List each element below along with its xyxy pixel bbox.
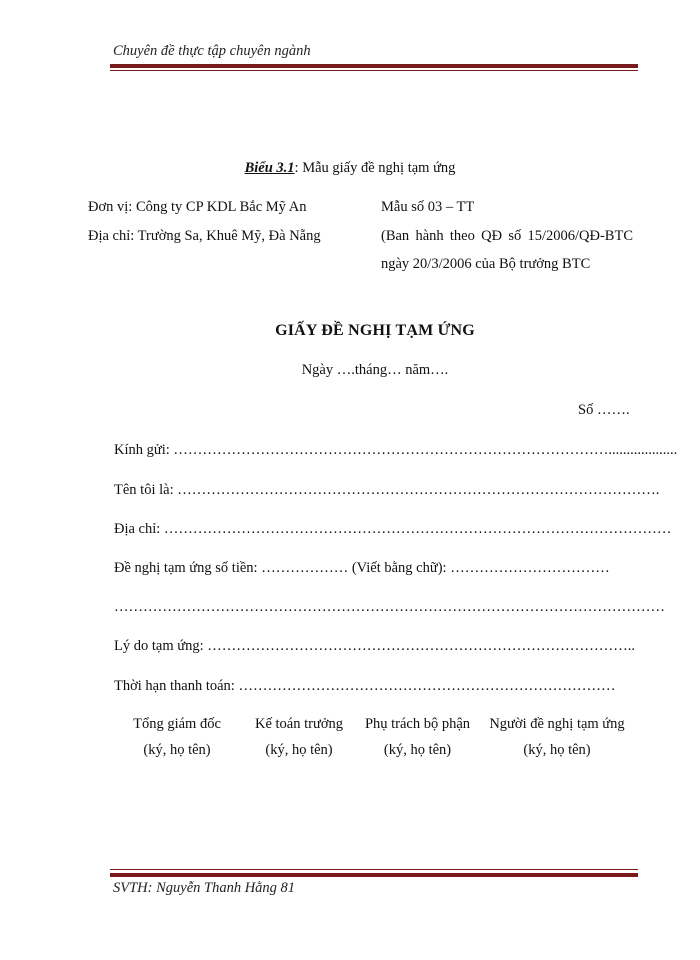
signature-role: Phụ trách bộ phận	[364, 716, 471, 732]
form-issued-line1: (Ban hành theo QĐ số 15/2006/QĐ-BTC	[381, 228, 633, 244]
signature-note: (ký, họ tên)	[383, 742, 452, 758]
signature-note: (ký, họ tên)	[265, 742, 333, 758]
footer-rule-thick	[110, 873, 638, 877]
figure-caption	[0, 160, 700, 177]
caption-label: Biểu 3.1	[244, 160, 295, 176]
document-title: GIẤY ĐỀ NGHỊ TẠM ỨNG	[275, 322, 475, 339]
signature-role: Người đề nghị tạm ứng	[489, 716, 625, 732]
signature-block-director	[118, 716, 236, 759]
field-de-nghi: Đề nghị tạm ứng số tiền: ……………… (Viết bằng chữ): ……………………………	[114, 560, 610, 576]
header-rule-thick	[110, 64, 638, 68]
footer-rule-thin	[110, 869, 638, 870]
field-dia-chi: Địa chỉ: ……………………………………………………………………………………………	[114, 521, 672, 537]
unit-name: Đơn vị: Công ty CP KDL Bắc Mỹ An	[88, 199, 307, 215]
document-date: Ngày ….tháng… năm….	[301, 362, 449, 378]
signature-block-chief-accountant	[243, 716, 355, 759]
signature-note: (ký, họ tên)	[143, 742, 211, 758]
header-rule-thin	[110, 70, 638, 71]
signature-block-department-head	[360, 716, 475, 759]
field-ten-toi-la: Tên tôi là: ……………………………………………………………………………………….	[114, 482, 660, 498]
field-ly-do: Lý do tạm ứng: ……………………………………………………………………………..	[114, 638, 635, 654]
caption-separator: :	[294, 160, 303, 176]
running-header: Chuyên đề thực tập chuyên ngành	[113, 43, 311, 59]
form-code: Mẫu số 03 – TT	[381, 199, 475, 215]
field-de-nghi-continued: ……………………………………………………………………………………………………	[114, 599, 665, 615]
form-issued-line2: ngày 20/3/2006 của Bộ trưởng BTC	[381, 256, 591, 272]
signature-note: (ký, họ tên)	[523, 742, 591, 758]
unit-address: Địa chỉ: Trường Sa, Khuê Mỹ, Đà Nẵng	[88, 228, 321, 244]
signature-role: Tổng giám đốc	[133, 716, 221, 732]
signature-block-requester	[482, 716, 632, 759]
caption-text: Mẫu giấy đề nghị tạm ứng	[302, 160, 456, 176]
signature-role: Kế toán trưởng	[254, 716, 343, 732]
running-footer: SVTH: Nguyễn Thanh Hằng 81	[113, 880, 296, 896]
field-thoi-han: Thời hạn thanh toán: ……………………………………………………………………	[114, 678, 616, 694]
document-number: Số …….	[578, 402, 630, 418]
field-kinh-gui: Kính gửi: ………………………………………………………………………………...................	[114, 442, 678, 458]
